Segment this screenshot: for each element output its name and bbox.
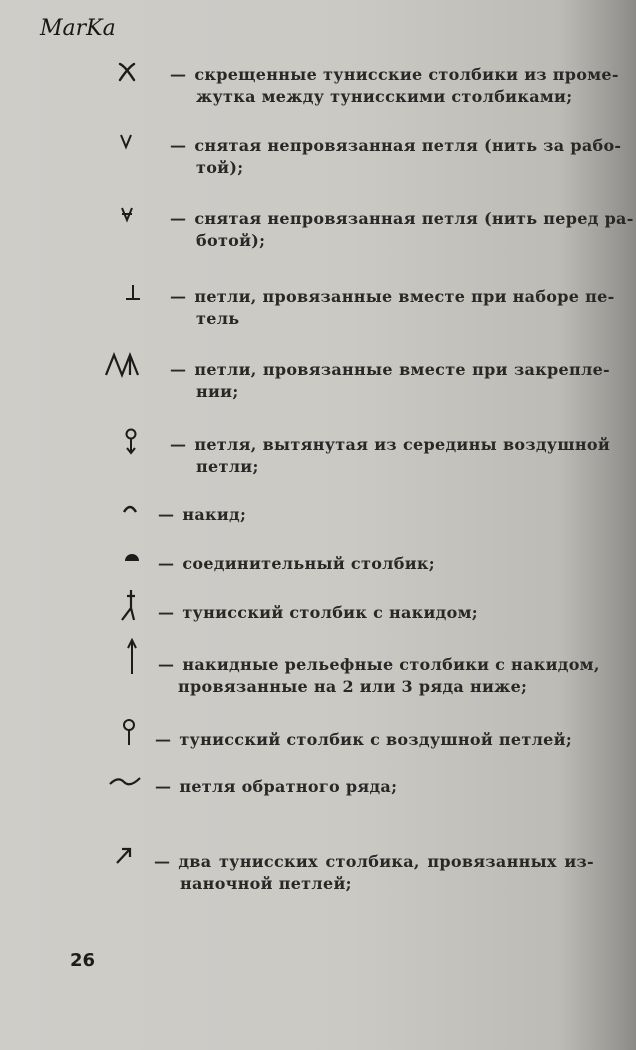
yarn-over-icon	[100, 496, 160, 540]
legend-text: — снятая непровязанная петля (нить за рабо- той);	[170, 136, 622, 177]
two-tunisian-purl-together-icon	[100, 843, 160, 887]
loops-together-bind-off-icon	[100, 351, 160, 395]
legend-text: — накидные рельефные столбики с накидом, провязанные на 2 или 3 ряда ниже;	[158, 655, 600, 696]
legend-text: — тунисский столбик с накидом;	[158, 603, 479, 622]
legend-text: — петля обратного ряда;	[155, 777, 398, 796]
legend-text: — петли, провязанные вместе при наборе пе- тель	[170, 287, 615, 328]
tunisian-double-crochet-icon	[100, 594, 160, 638]
legend-text: — два тунисских столбика, провязанных из- наночной петлей;	[154, 852, 594, 893]
slipped-loop-yarn-back-icon	[100, 127, 160, 171]
crossed-tunisian-stitch-icon	[100, 56, 160, 100]
tunisian-stitch-with-chain-icon	[100, 721, 160, 765]
legend-text: — петля, вытянутая из середины воздушной петли;	[170, 435, 610, 476]
legend-text: — накид;	[158, 505, 247, 524]
front-post-double-crochet-icon	[100, 646, 160, 690]
loop-from-chain-center-icon	[100, 426, 160, 470]
slipped-loop-yarn-front-icon	[100, 200, 160, 244]
watermark: MarKa	[40, 16, 116, 41]
legend-text: — снятая непровязанная петля (нить перед ра- ботой);	[170, 209, 634, 250]
page-number: 26	[70, 950, 96, 971]
return-row-loop-icon	[100, 768, 160, 812]
legend-text: — скрещенные тунисские столбики из проме- жутка между тунисскими столбиками;	[170, 65, 619, 106]
loops-together-cast-on-icon	[100, 278, 160, 322]
slip-stitch-icon	[100, 545, 160, 589]
legend-text: — тунисский столбик с воздушной петлей;	[155, 730, 573, 749]
legend-text: — петли, провязанные вместе при закрепле- нии;	[170, 360, 610, 401]
legend-text: — соединительный столбик;	[158, 554, 435, 573]
